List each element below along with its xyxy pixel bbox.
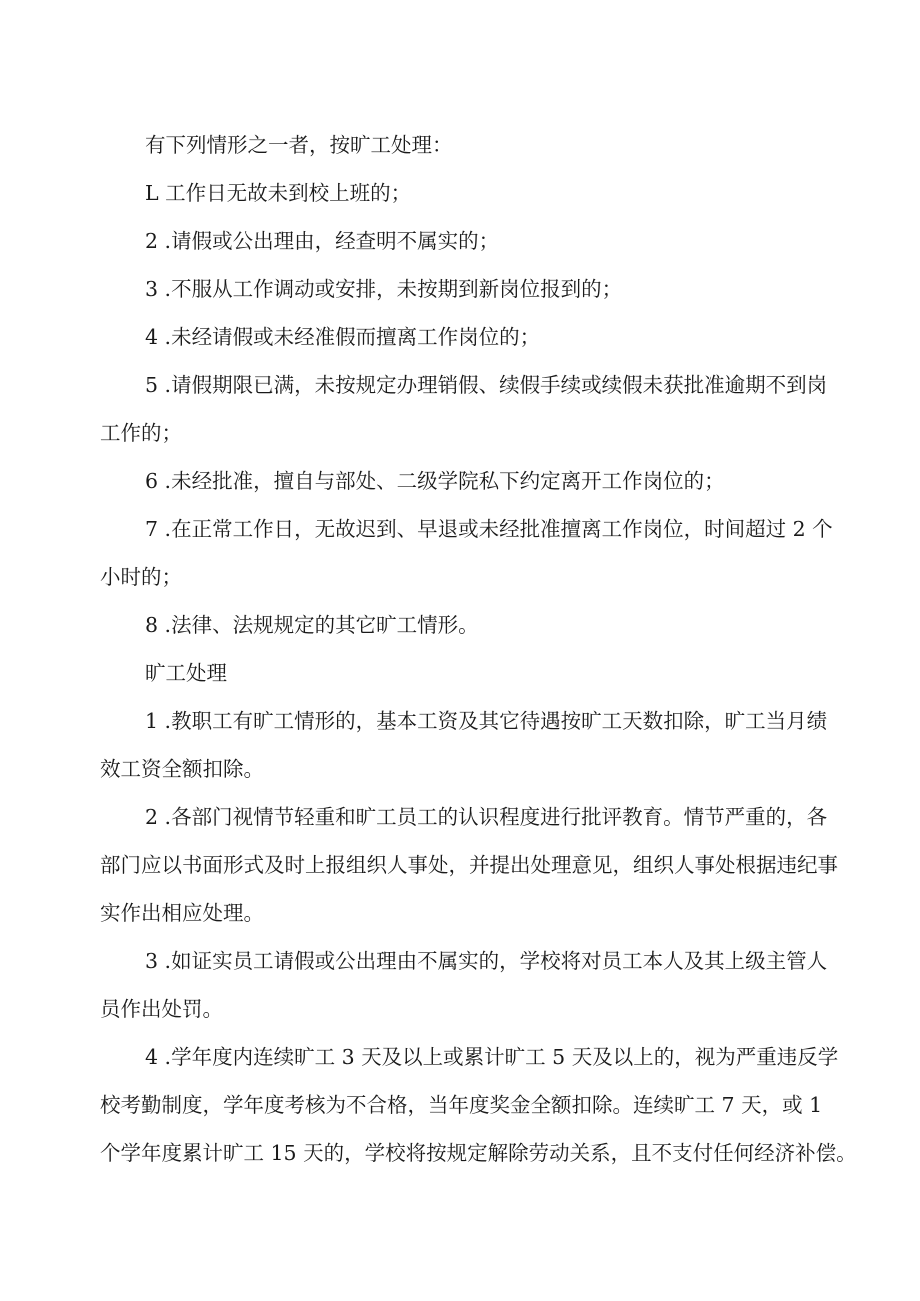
item-5-cont: 工作的； <box>100 421 182 445</box>
document-page <box>0 121 920 1177</box>
penalty-4-cont: 校考勤制度，学年度考核为不合格，当年度奖金全额扣除。连续旷工 7 天，或 1 <box>100 1093 823 1117</box>
penalty-1-cont: 效工资全额扣除。 <box>100 757 264 781</box>
item-7-cont: 小时的； <box>100 565 182 589</box>
penalty-2-cont: 部门应以书面形式及时上报组织人事处，并提出处理意见，组织人事处根据违纪事 <box>100 853 838 877</box>
penalty-3-cont: 员作出处罚。 <box>100 997 223 1021</box>
item-5: 5 .请假期限已满，未按规定办理销假、续假手续或续假未获批准逾期不到岗 <box>145 373 828 397</box>
item-2: 2 .请假或公出理由，经查明不属实的； <box>145 229 500 253</box>
section-heading: 旷工处理 <box>145 661 227 685</box>
penalty-3: 3 .如证实员工请假或公出理由不属实的，学校将对员工本人及其上级主管人 <box>145 949 828 973</box>
item-1: L 工作日无故未到校上班的； <box>145 181 412 205</box>
penalty-4: 4 .学年度内连续旷工 3 天及以上或累计旷工 5 天及以上的，视为严重违反学 <box>145 1045 839 1069</box>
item-4: 4 .未经请假或未经准假而擅离工作岗位的； <box>145 325 541 349</box>
item-3: 3 .不服从工作调动或安排，未按期到新岗位报到的； <box>145 277 623 301</box>
item-6: 6 .未经批准，擅自与部处、二级学院私下约定离开工作岗位的； <box>145 469 725 493</box>
penalty-2-cont: 实作出相应处理。 <box>100 901 264 925</box>
intro-paragraph: 有下列情形之一者，按旷工处理： <box>145 133 453 157</box>
penalty-2: 2 .各部门视情节轻重和旷工员工的认识程度进行批评教育。情节严重的，各 <box>145 805 828 829</box>
penalty-4-cont: 个学年度累计旷工 15 天的，学校将按规定解除劳动关系，且不支付任何经济补偿。 <box>100 1141 857 1165</box>
item-7: 7 .在正常工作日，无故迟到、早退或未经批准擅离工作岗位，时间超过 2 个 <box>145 517 833 541</box>
penalty-1: 1 .教职工有旷工情形的，基本工资及其它待遇按旷工天数扣除，旷工当月绩 <box>145 709 828 733</box>
item-8: 8 .法律、法规规定的其它旷工情形。 <box>145 613 479 637</box>
